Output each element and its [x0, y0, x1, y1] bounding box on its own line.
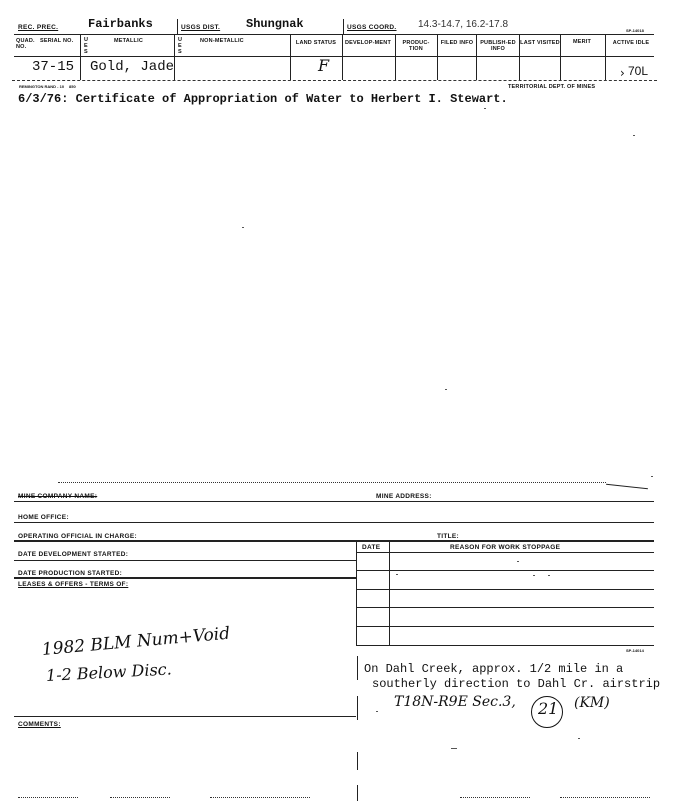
active-idle-value: 70L — [628, 64, 649, 78]
location-line-1: On Dahl Creek, approx. 1/2 mile in a — [364, 662, 624, 676]
back-form-code: SP-14014 — [626, 648, 644, 653]
divider — [343, 19, 344, 34]
col-quad-no: QUAD. NO. — [16, 38, 35, 50]
handwritten-blm-note: 1982 BLM Num+Void — [41, 623, 231, 660]
col-e2: E — [178, 43, 182, 49]
header-row1-divider — [14, 34, 654, 35]
usgs-coord-value: 14.3-14.7, 16.2-17.8 — [418, 19, 509, 30]
speck — [533, 575, 535, 576]
rule — [14, 522, 654, 523]
speck — [242, 227, 244, 228]
bottom-speck-line — [560, 797, 650, 798]
back-top-curve — [606, 484, 648, 489]
form-code: SP-14018 — [626, 28, 644, 33]
rec-prec-value: Fairbanks — [88, 17, 153, 31]
bottom-speck-line — [110, 797, 170, 798]
col-land-status: LAND STATUS — [295, 40, 337, 46]
leases-label: LEASES & OFFERS - TERMS OF: — [18, 581, 129, 588]
stoppage-reason-header: REASON FOR WORK STOPPAGE — [450, 544, 561, 551]
entry-text: Certificate of Appropriation of Water to Herbert I. Stewart. — [75, 92, 508, 106]
stoppage-date-header: DATE — [362, 544, 381, 551]
divider — [560, 35, 561, 80]
col-metallic: METALLIC — [114, 38, 143, 44]
title-label: TITLE: — [437, 533, 460, 540]
col-production: PRODUC-TION — [402, 40, 430, 52]
footer-code-2: 850 — [69, 84, 76, 89]
divider — [174, 35, 175, 80]
divider — [177, 19, 178, 34]
quad-serial-value: 37-15 — [32, 59, 75, 75]
divider — [519, 35, 520, 80]
home-office-label: HOME OFFICE: — [18, 514, 69, 521]
footer-code: REMINGTON RAND - 10 — [19, 84, 65, 89]
location-line-2: southerly direction to Dahl Cr. airstrip — [372, 677, 661, 691]
rule — [14, 540, 654, 542]
divider — [290, 35, 291, 80]
card-bottom-dashed-line — [12, 80, 657, 81]
speck — [484, 108, 486, 109]
rec-prec-label: REC. PREC. — [18, 24, 59, 31]
col-published-info: PUBLISH-ED INFO — [480, 40, 516, 52]
operating-official-label: OPERATING OFFICIAL IN CHARGE: — [18, 533, 137, 540]
divider — [395, 35, 396, 80]
date-development-label: DATE DEVELOPMENT STARTED: — [18, 551, 129, 558]
territorial-dept-label: TERRITORIAL DEPT. OF MINES — [508, 84, 596, 90]
rule — [356, 570, 654, 571]
divider — [605, 35, 606, 80]
stoppage-col-divider — [389, 541, 390, 645]
col-non-metallic: NON-METALLIC — [200, 38, 244, 44]
speck — [517, 561, 519, 562]
rule — [14, 716, 356, 717]
divider — [357, 785, 358, 801]
divider — [357, 696, 358, 720]
col-u2: U — [178, 37, 183, 43]
location-hand-a: T18N-R9E Sec.3, — [394, 694, 516, 710]
entry-line — [18, 92, 508, 106]
col-u: U — [84, 37, 89, 43]
mine-company-name-label: MINE COMPANY NAME: — [18, 493, 98, 500]
divider — [437, 35, 438, 80]
speck — [651, 476, 653, 477]
stoppage-col-divider — [356, 541, 357, 645]
speck — [396, 574, 398, 575]
rule — [356, 607, 654, 608]
divider — [342, 35, 343, 80]
divider — [80, 35, 81, 80]
divider — [476, 35, 477, 80]
usgs-dist-label: USGS DIST. — [181, 24, 221, 31]
rule — [14, 577, 356, 579]
metallic-value: Gold, Jade — [90, 59, 175, 75]
location-circled-value: 21 — [538, 699, 559, 718]
col-e: E — [84, 43, 88, 49]
rule — [356, 552, 654, 553]
bottom-speck-line — [460, 797, 530, 798]
col-merit: MERIT — [572, 39, 592, 45]
comments-label: COMMENTS: — [18, 721, 61, 728]
col-filed-info: FILED INFO — [440, 40, 474, 46]
speck — [578, 738, 580, 739]
col-development: DEVELOP-MENT — [344, 40, 392, 46]
speck — [451, 748, 457, 749]
col-s: S — [84, 49, 88, 55]
active-idle-mark: › — [620, 66, 625, 80]
rule — [356, 626, 654, 627]
land-status-value: F — [318, 56, 330, 75]
col-active-idle: ACTIVE IDLE — [612, 40, 650, 46]
rule — [14, 501, 654, 502]
back-top-dashed — [58, 482, 606, 483]
location-hand-b: (KM) — [574, 695, 610, 711]
handwritten-below-disc: 1-2 Below Disc. — [45, 659, 173, 685]
rule — [14, 560, 356, 561]
speck — [633, 135, 635, 136]
date-production-label: DATE PRODUCTION STARTED: — [18, 570, 123, 577]
mine-address-label: MINE ADDRESS: — [376, 493, 432, 500]
entry-date: 6/3/76: — [18, 92, 69, 106]
speck — [445, 389, 447, 390]
divider — [357, 656, 358, 680]
usgs-coord-label: USGS COORD. — [347, 24, 397, 31]
col-serial-no: SERIAL NO. — [40, 38, 74, 44]
col-last-visited: LAST VISITED — [520, 40, 560, 46]
divider — [357, 752, 358, 770]
speck — [548, 575, 550, 576]
speck — [376, 711, 378, 712]
rule — [356, 645, 654, 646]
rule — [356, 589, 654, 590]
usgs-dist-value: Shungnak — [246, 17, 304, 31]
bottom-speck-line — [18, 797, 78, 798]
bottom-speck-line — [210, 797, 310, 798]
col-s2: S — [178, 49, 182, 55]
header-row2-divider — [14, 56, 654, 57]
